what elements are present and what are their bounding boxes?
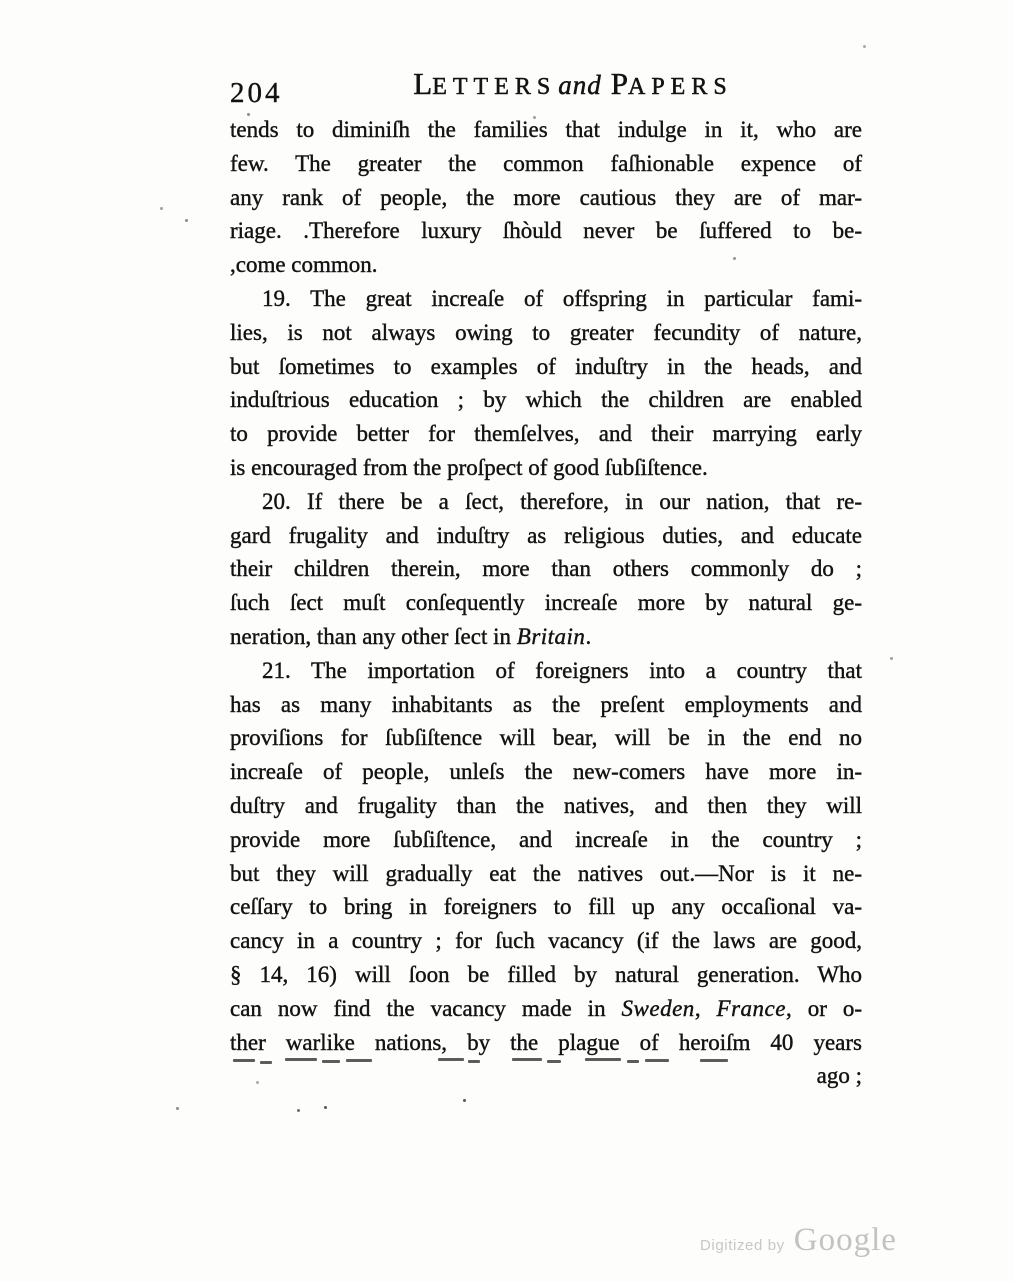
catchword: ago ; [816, 1063, 862, 1089]
ink-artifact [297, 1109, 300, 1112]
text-line: can now find the vacancy made in Sweden, France, or o- [230, 995, 862, 1021]
page-number: 204 [230, 77, 283, 109]
text-line: but they will gradually eat the natives out.—Nor is it ne- [230, 860, 862, 886]
text-line: their children therein, more than others commonly do ; [230, 556, 862, 582]
text-line: is encouraged from the proſpect of good ſubſiſtence. [230, 454, 708, 480]
ink-artifact [256, 1081, 259, 1084]
watermark-text: Digitized by [700, 1237, 785, 1254]
text-line: increaſe of people, unleſs the new-comers have more in- [230, 759, 862, 785]
ink-artifact [890, 657, 893, 660]
text-line: ,come common. [230, 252, 378, 278]
ink-artifact [247, 113, 250, 116]
text-line: has as many inhabitants as the preſent employments and [230, 691, 862, 717]
title-initial-p: P [610, 66, 628, 101]
smudge-dash [627, 1060, 639, 1063]
text-line: neration, than any other ſect in Britain. [230, 623, 592, 649]
title-letters: ETTERS [432, 74, 557, 100]
text-line: gard frugality and induſtry as religious duties, and educate [230, 522, 862, 548]
smudge-dash [438, 1058, 464, 1061]
ink-artifact [863, 45, 866, 48]
watermark [700, 1222, 897, 1259]
text-line: ther warlike nations, by the plague of heroiſm 40 years [230, 1029, 862, 1055]
ink-artifact [160, 207, 163, 210]
text-line: ceſſary to bring in foreigners to fill up any occaſional va- [230, 894, 862, 920]
text-line: 20. If there be a ſect, therefore, in our nation, that re- [262, 488, 862, 514]
title-and: and [558, 70, 602, 100]
text-line: duſtry and frugality than the natives, and then they will [230, 792, 862, 818]
text-line: ſuch ſect muſt conſequently increaſe more by natural ge- [230, 590, 862, 616]
text-line: tends to diminiſh the families that indulge in it, who are [230, 117, 862, 142]
smudge-dash [645, 1059, 669, 1062]
text-line: cancy in a country ; for ſuch vacancy (if the laws are good, [230, 928, 862, 954]
smudge-dash [233, 1059, 255, 1062]
text-line: induſtrious education ; by which the children are enabled [230, 387, 862, 413]
text-line: provide more ſubſiſtence, and increaſe in the country ; [230, 826, 862, 852]
title-initial-l: L [413, 66, 433, 101]
text-line: any rank of people, the more cautious they are of mar- [230, 184, 862, 210]
text-line: 19. The great increaſe of offspring in particular fami- [262, 285, 862, 311]
ink-artifact [463, 1099, 466, 1102]
page-text [230, 113, 862, 1093]
ink-artifact [733, 257, 736, 260]
text-line: but ſometimes to examples of induſtry in the heads, and [230, 353, 862, 379]
text-line: few. The greater the common faſhionable expence of [230, 150, 862, 176]
smudge-dash [346, 1059, 372, 1062]
running-title [230, 66, 862, 102]
text-line: riage. .Therefore luxury ſhòuld never be ſuffered to be- [230, 218, 862, 244]
paragraph [230, 654, 862, 1060]
text-line: 21. The importation of foreigners into a country that [262, 657, 862, 683]
smudge-dash [322, 1060, 340, 1063]
smudge-dash [700, 1059, 728, 1062]
ink-artifact [176, 1107, 179, 1110]
smudge-dash [512, 1058, 542, 1061]
text-line: proviſions for ſubſiſtence will bear, will be in the end no [230, 725, 862, 751]
title-papers: APERS [627, 74, 733, 100]
paragraph [230, 113, 862, 282]
text-line: § 14, 16) will ſoon be filled by natural generation. Who [230, 961, 862, 987]
smudge-dash [285, 1058, 317, 1061]
paragraph [230, 282, 862, 485]
page-header [230, 64, 862, 112]
ink-artifact [324, 1106, 327, 1109]
text-line: to provide better for themſelves, and their marrying early [230, 421, 862, 447]
text-line: lies, is not always owing to greater fecundity of nature, [230, 319, 862, 345]
paragraph [230, 485, 862, 654]
smudge-dash [585, 1058, 621, 1061]
google-logo: Google [793, 1222, 897, 1258]
smudge-dash [260, 1061, 272, 1064]
ink-artifact [185, 219, 188, 222]
smudge-dash [468, 1060, 480, 1063]
smudge-dash [547, 1060, 561, 1063]
ink-artifact [533, 116, 536, 119]
